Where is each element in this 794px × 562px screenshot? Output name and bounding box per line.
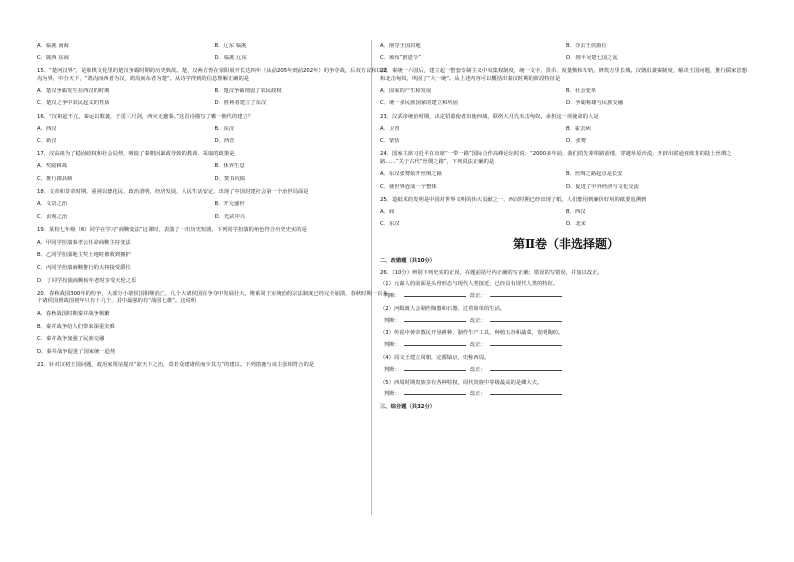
question-19: 19．某校七年级（6）同学在学习“商鞅变法”这课时，表演了一出历史短剧。下列同学扮演的角色符合历史史实的是 <box>37 226 307 233</box>
option: C．陇西 东海 <box>37 55 69 62</box>
option: B．丝绸之路起点是长安 <box>566 171 623 178</box>
part-heading: 三、综合题（共32分） <box>380 404 436 411</box>
option: B．东汉 <box>214 125 235 132</box>
option: C．统一多民族国家的建立和巩固 <box>380 100 458 107</box>
fix-blank[interactable] <box>490 316 562 322</box>
part-heading: 二、改错题（共10分） <box>380 257 436 264</box>
option: A．东汉张骞始开丝绸之路 <box>380 171 442 178</box>
option-row <box>37 98 392 111</box>
option: B．西汉 <box>566 208 586 215</box>
fix-blank[interactable] <box>490 291 562 297</box>
option-row <box>380 123 752 136</box>
option-row <box>37 123 392 136</box>
option: B．辽东 临洮 <box>214 42 247 49</box>
option-row <box>37 53 392 66</box>
question-25: 25．造纸术的发明是中国对世界文明的伟大贡献之一，西汉时期已经出现了纸，人们能用到廉价好用的纸要追溯到 <box>380 196 647 203</box>
option: C．秦并战争加强了民族交融 <box>37 336 105 343</box>
option: A．春秋战国时期秦并战争频繁 <box>37 310 110 317</box>
judge-row <box>380 389 752 401</box>
question-26: 26．（10分）辨别下列史实的正误，在题前括号内正确的写正确；错误的写错误，并加以改正。 <box>380 269 603 276</box>
item-statement: （2）河姆渡人会制作陶器和石器，过着简单的生活。 <box>380 305 506 312</box>
option: B．霍去病 <box>566 125 591 132</box>
fix-label: 改正： <box>469 391 486 398</box>
option: C．楚汉之争中农民起义的性质 <box>37 100 110 107</box>
option: C．推行郡县制 <box>37 176 73 183</box>
judge-blank[interactable] <box>404 291 466 297</box>
option-row <box>380 219 752 232</box>
option-row <box>380 40 752 53</box>
question-18: 18．文帝和景帝时期，重视以德化民，政治清明，经济发展，人民生活安定，出现了中国封建社会第一个治世局面是 <box>37 189 309 196</box>
judge-row <box>380 365 752 377</box>
option: B．秦并战争给人们带来深重灾难 <box>37 323 115 330</box>
question-23: 23．汉武帝统治时期，决定招募使者出使西域，联络大月氏夹击匈奴。承担这一项使命的人是 <box>380 113 599 120</box>
option: C．新汉 <box>37 138 57 145</box>
option: A．楚汉争霸发生在西汉的时期 <box>37 87 110 94</box>
question-20: 20．春秋战国300年的纷争，大部分小诸侯国相继消亡，几个大诸侯国在争夺中发展壮大，维系周王室统治的宗法制度已经完全崩溃，春秋时期一百多个诸侯国到战国初年只有十几个，其中最强的有“战国七雄”。这说明 <box>37 290 388 305</box>
option: D．张骞 <box>566 138 586 145</box>
option: A．西汉 <box>37 125 57 132</box>
question-15: 15．“楚河汉界”，是象棋文化里的楚汉争霸时期的历史典故。楚、汉两方曾在荥阳展开长达四年（从前205年到前202年）的争夺战，后双方议和以鸿沟为界，中分天下，“鸿沟而西者为汉，鸿沟而东者为楚”。从诗学得到的信息理解正确的是 <box>37 68 388 82</box>
option: A．卫青 <box>380 125 400 132</box>
option: D．促进了中外经济与文化交流 <box>566 183 639 190</box>
option-row <box>380 136 752 149</box>
option: B．夺去王侯爵位 <box>566 42 607 49</box>
question-17: 17．汉高祖为了稳固政权和社会局势，吸取了秦朝因暴政导致的教训，采取的政策是 <box>37 151 235 158</box>
fix-label: 改正： <box>469 366 486 373</box>
option: B．楚汉争霸削弱了农民政权 <box>214 87 282 94</box>
judge-blank[interactable] <box>404 340 466 346</box>
option: C．东汉 <box>380 221 400 228</box>
item-statement: （5）西周时期贵族享有各种特权，周代贵族中等级最高的是卿大夫。 <box>380 379 543 386</box>
option-row <box>380 85 752 98</box>
option: D．削平吴楚七国之乱 <box>566 55 618 62</box>
fix-label: 改正： <box>469 293 486 300</box>
judge-label: 判断： <box>384 317 400 324</box>
option: A．国家的产生和发展 <box>380 87 432 94</box>
option-row <box>37 161 392 174</box>
option: C．颁布“推恩令” <box>380 55 421 62</box>
option: B．社会变革 <box>566 87 597 94</box>
fix-label: 改正： <box>469 342 486 349</box>
option-row <box>380 181 752 194</box>
option: D．秦并战争促进了国家统一趋势 <box>37 349 116 356</box>
option: C．蒙恬 <box>380 138 400 145</box>
judge-label: 判断： <box>384 342 400 349</box>
option: C．贞观之治 <box>37 213 68 220</box>
option: A．甲同学扮演秦孝公任命商鞅主持变法 <box>37 239 131 246</box>
option-row <box>37 174 392 187</box>
judge-blank[interactable] <box>404 316 466 322</box>
option-row <box>380 169 752 182</box>
option: D．西晋 <box>214 138 235 145</box>
fix-blank[interactable] <box>490 389 562 395</box>
judge-blank[interactable] <box>404 365 466 371</box>
option: B．乙同学扮演地主奖士地时被收到拥护 <box>37 252 131 259</box>
question-16: 16．“汉祖起不亢，秦运以歌袭，于雷三尺剑，西灭无邀秦。”这首诗描写了哪一朝代的建立？ <box>37 113 254 120</box>
judge-row <box>380 291 752 303</box>
judge-blank[interactable] <box>404 389 466 395</box>
fix-blank[interactable] <box>490 340 562 346</box>
option: D．光武中兴 <box>214 213 246 220</box>
option: A．奖励耕战 <box>37 163 68 170</box>
judge-label: 判断： <box>384 366 400 373</box>
option-row <box>37 85 392 98</box>
judge-row <box>380 316 752 328</box>
section-title: 第Ⅱ卷（非选择题） <box>512 236 620 251</box>
judge-label: 判断： <box>384 391 400 398</box>
option: A．商 <box>380 208 395 215</box>
question-21: 21．针对汉初王国问题，政治家贾谊提出“欲天下之治，莫若众建诸侯而少其力”的建议。下列措施与该主张相符合的是 <box>37 362 315 369</box>
option: A．文景之治 <box>37 201 68 208</box>
option-row <box>380 53 752 66</box>
option-row <box>380 206 752 219</box>
option: B．开元盛世 <box>214 201 245 208</box>
option: D．焚书坑儒 <box>214 176 246 183</box>
option-row <box>37 199 392 212</box>
option: C．使世界连成一个整体 <box>380 183 437 190</box>
fix-label: 改正： <box>469 317 486 324</box>
option: C．丙同学扮演商鞅推行的大将接受爵位 <box>37 265 131 272</box>
option-row <box>380 98 752 111</box>
option: D．丁同学扮演商鞅转年老时享受天伦之乐 <box>37 277 137 284</box>
fix-blank[interactable] <box>490 365 562 371</box>
option-row <box>37 211 392 224</box>
right-column <box>380 40 752 413</box>
option-row <box>37 40 392 53</box>
question-22: 22．秦统一六国后，建立起一整套专制主义中央集权制度，统一文字、货币、度量衡和车轨，修筑万里长城。汉朝沿袭秦制度，解决王国问题，推行儒家思想和北击匈奴，巩固了“大一统”。从上述内容可以概括出秦汉时期的阶段特征是 <box>380 68 747 82</box>
left-column <box>37 40 392 372</box>
option-row <box>37 136 392 149</box>
option: A．削夺王国封地 <box>380 42 421 49</box>
judge-label: 判断： <box>384 293 400 300</box>
question-24: 24．国家主席习近平在出席“一带一路”国际合作高峰论坛时说：“2000多年前，我们的先辈筚路蓝缕，穿越草原沙漠，开辟出联通亚欧非的陆上丝绸之路……”关于古代“丝绸之路”，下列说法正确的是 <box>380 151 732 165</box>
item-statement: （3）传说中黄帝教民开垦耕种，制作生产工具，种植五谷和蔬菜，发明陶纺。 <box>380 330 564 337</box>
option: A．临洮 南海 <box>37 42 69 49</box>
judge-row <box>380 340 752 352</box>
item-statement: （1）元谋人的前面是头骨形态与现代人类接近，已经具有现代人类的特征。 <box>380 281 559 288</box>
option: D．临洮 辽东 <box>214 55 247 62</box>
option: B．休养生息 <box>214 163 245 170</box>
item-statement: （4）周文王建立周朝，定都镐京，史称西周。 <box>380 355 490 362</box>
option: D．北宋 <box>566 221 586 228</box>
option: D．争霸称雄与民族交融 <box>566 100 624 107</box>
option: D．胜利者建立了东汉 <box>214 100 267 107</box>
